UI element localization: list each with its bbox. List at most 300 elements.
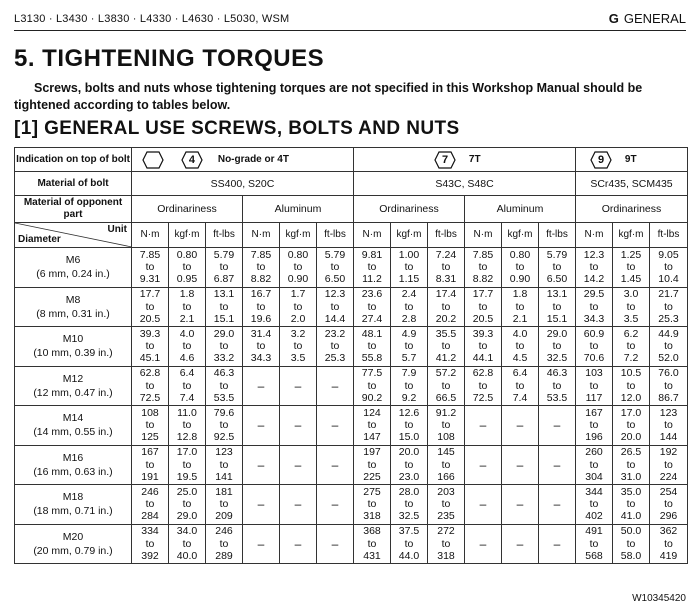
grade-7-mark-icon: 7: [434, 151, 456, 169]
to-label: to: [182, 498, 192, 511]
torque-cell: [354, 287, 391, 327]
torque-min: 46.3: [546, 367, 568, 380]
torque-cell: [132, 485, 169, 525]
torque-min: 5.79: [546, 248, 568, 261]
torque-max: 15.1: [213, 312, 235, 325]
torque-max: 296: [659, 510, 678, 523]
bolt-size: M18: [62, 491, 84, 504]
torque-min: 272: [437, 525, 455, 538]
torque-min: 4.0: [512, 327, 528, 340]
bolt-dimension: (6 mm, 0.24 in.): [36, 268, 110, 281]
torque-max: 284: [141, 510, 159, 523]
torque-max: 70.6: [583, 352, 605, 365]
to-label: to: [441, 379, 451, 392]
unit-header-cell: kgf·m: [169, 223, 206, 248]
torque-cell: [169, 248, 206, 288]
to-label: to: [664, 340, 673, 353]
torque-min: 17.7: [139, 288, 161, 301]
torque-max: 7.2: [623, 352, 639, 365]
torque-min: 145: [437, 446, 455, 459]
empty-cell: –: [243, 406, 280, 446]
grade-9-mark-icon: 9: [590, 151, 612, 169]
torque-min: 25.0: [176, 485, 198, 498]
torque-cell: [465, 248, 502, 288]
torque-cell: [650, 406, 688, 446]
torque-min: 334: [141, 525, 159, 538]
to-label: to: [219, 458, 229, 471]
empty-cell: –: [502, 406, 539, 446]
torque-min: 1.7: [290, 288, 306, 301]
torque-cell: [428, 366, 465, 406]
empty-cell: –: [317, 524, 354, 564]
torque-cell: [280, 248, 317, 288]
empty-cell: –: [539, 445, 576, 485]
torque-max: 32.5: [546, 352, 568, 365]
torque-cell: [428, 327, 465, 367]
grade-4t-indication: [132, 148, 354, 172]
torque-cell: [650, 287, 688, 327]
to-label: to: [256, 300, 266, 313]
empty-cell: –: [465, 406, 502, 446]
torque-min: 108: [141, 406, 159, 419]
torque-min: 7.85: [250, 248, 272, 261]
torque-min: 17.7: [472, 288, 494, 301]
to-label: to: [182, 340, 192, 353]
empty-cell: –: [465, 485, 502, 525]
to-label: to: [182, 458, 192, 471]
torque-min: 12.3: [583, 248, 605, 261]
to-label: to: [626, 261, 636, 274]
to-label: to: [330, 300, 340, 313]
torque-cell: [391, 287, 428, 327]
torque-cell: [354, 406, 391, 446]
torque-max: 7.4: [179, 391, 195, 404]
torque-table: [14, 147, 688, 564]
torque-min: 29.5: [583, 288, 605, 301]
torque-cell: [354, 366, 391, 406]
to-label: to: [626, 340, 636, 353]
to-label: to: [182, 300, 192, 313]
to-label: to: [441, 261, 451, 274]
to-label: to: [664, 537, 673, 550]
torque-cell: [132, 248, 169, 288]
torque-min: 10.5: [620, 367, 642, 380]
to-label: to: [293, 261, 303, 274]
torque-min: 79.6: [213, 406, 235, 419]
to-label: to: [664, 379, 673, 392]
to-label: to: [404, 379, 414, 392]
torque-max: 2.1: [179, 312, 195, 325]
to-label: to: [145, 537, 155, 550]
torque-max: 23.0: [398, 470, 420, 483]
torque-max: 25.3: [658, 312, 679, 325]
to-label: to: [182, 379, 192, 392]
unit-header-cell: N·m: [132, 223, 169, 248]
section-subtitle: [1] GENERAL USE SCREWS, BOLTS AND NUTS: [14, 118, 460, 139]
to-label: to: [664, 458, 673, 471]
torque-min: 35.5: [435, 327, 457, 340]
empty-cell: –: [502, 485, 539, 525]
torque-cell: [354, 445, 391, 485]
to-label: to: [182, 537, 192, 550]
torque-max: 14.4: [324, 312, 346, 325]
to-label: to: [404, 419, 414, 432]
torque-max: 44.0: [398, 549, 420, 562]
empty-cell: –: [317, 485, 354, 525]
unit-header-cell: ft-lbs: [428, 223, 465, 248]
torque-cell: [391, 248, 428, 288]
indication-label: Indication on top of bolt: [15, 148, 132, 172]
torque-cell: [132, 366, 169, 406]
to-label: to: [552, 300, 562, 313]
torque-max: 32.5: [398, 510, 420, 523]
torque-cell: [391, 327, 428, 367]
to-label: to: [626, 379, 636, 392]
to-label: to: [441, 340, 451, 353]
torque-max: 15.1: [546, 312, 568, 325]
torque-max: 53.5: [546, 391, 568, 404]
diameter-label: Diameter: [18, 234, 61, 245]
torque-max: 0.90: [287, 273, 309, 286]
torque-max: 20.0: [620, 431, 642, 444]
to-label: to: [626, 300, 636, 313]
bolt-dimension: (16 mm, 0.63 in.): [33, 465, 113, 478]
torque-min: 181: [215, 485, 233, 498]
torque-cell: [428, 524, 465, 564]
torque-cell: [650, 524, 688, 564]
diameter-cell: [15, 485, 132, 525]
torque-min: 5.79: [324, 248, 346, 261]
unit-header-cell: N·m: [465, 223, 502, 248]
torque-cell: [206, 327, 243, 367]
to-label: to: [367, 261, 377, 274]
torque-cell: [132, 524, 169, 564]
torque-min: 0.80: [287, 248, 309, 261]
torque-min: 4.0: [179, 327, 195, 340]
section-letter: G: [608, 11, 619, 26]
torque-cell: [428, 485, 465, 525]
empty-cell: –: [539, 524, 576, 564]
torque-cell: [243, 248, 280, 288]
torque-max: 11.2: [362, 273, 382, 286]
torque-max: 20.5: [472, 312, 494, 325]
torque-cell: [280, 327, 317, 367]
torque-cell: [539, 327, 576, 367]
to-label: to: [589, 498, 599, 511]
torque-min: 62.8: [472, 367, 494, 380]
torque-cell: [613, 445, 650, 485]
to-label: to: [589, 537, 599, 550]
torque-cell: [243, 287, 280, 327]
to-label: to: [330, 261, 340, 274]
to-label: to: [145, 498, 155, 511]
torque-max: 117: [585, 391, 603, 404]
to-label: to: [145, 419, 155, 432]
to-label: to: [404, 300, 414, 313]
torque-cell: [317, 327, 354, 367]
torque-max: 289: [215, 549, 233, 562]
torque-cell: [132, 406, 169, 446]
torque-cell: [465, 327, 502, 367]
torque-cell: [354, 524, 391, 564]
torque-max: 27.4: [361, 312, 383, 325]
diameter-cell: [15, 327, 132, 367]
unit-header-cell: N·m: [576, 223, 613, 248]
torque-min: 246: [215, 525, 233, 538]
torque-cell: [428, 445, 465, 485]
torque-cell: [206, 524, 243, 564]
diameter-cell: [15, 248, 132, 288]
diameter-cell: [15, 445, 132, 485]
empty-cell: –: [502, 524, 539, 564]
empty-cell: –: [280, 366, 317, 406]
to-label: to: [293, 300, 303, 313]
to-label: to: [441, 498, 451, 511]
torque-cell: [391, 366, 428, 406]
torque-min: 0.80: [176, 248, 198, 261]
torque-max: 402: [585, 510, 603, 523]
torque-min: 60.9: [583, 327, 605, 340]
torque-max: 19.6: [250, 312, 272, 325]
torque-cell: [169, 366, 206, 406]
grade-9t-indication: [576, 148, 688, 172]
torque-max: 8.82: [250, 273, 272, 286]
torque-max: 568: [585, 549, 603, 562]
empty-cell: –: [465, 524, 502, 564]
torque-cell: [502, 366, 539, 406]
torque-cell: [650, 485, 688, 525]
torque-max: 12.8: [176, 431, 198, 444]
unit-header-cell: ft-lbs: [206, 223, 243, 248]
to-label: to: [404, 498, 414, 511]
torque-min: 167: [585, 406, 603, 419]
torque-max: 86.7: [658, 391, 679, 404]
torque-cell: [317, 248, 354, 288]
grade-7t-label: 7T: [468, 153, 481, 165]
to-label: to: [478, 300, 488, 313]
to-label: to: [626, 458, 636, 471]
bolt-size: M20: [62, 530, 84, 543]
bolt-size: M8: [65, 293, 81, 306]
empty-cell: –: [317, 406, 354, 446]
material-bolt-4t: SS400, S20C: [132, 172, 354, 196]
torque-max: 392: [141, 549, 159, 562]
empty-cell: –: [502, 445, 539, 485]
torque-min: 203: [437, 485, 455, 498]
bolt-size: M14: [62, 412, 84, 425]
torque-min: 39.3: [472, 327, 494, 340]
torque-min: 362: [659, 525, 678, 538]
torque-max: 52.0: [658, 352, 679, 365]
to-label: to: [182, 419, 192, 432]
page-title: 5. TIGHTENING TORQUES: [14, 45, 325, 72]
empty-cell: –: [539, 485, 576, 525]
torque-min: 46.3: [213, 367, 235, 380]
unit-header-cell: N·m: [243, 223, 280, 248]
torque-cell: [613, 248, 650, 288]
torque-max: 31.0: [620, 470, 642, 483]
to-label: to: [330, 340, 340, 353]
to-label: to: [515, 340, 525, 353]
torque-cell: [539, 287, 576, 327]
table-row: [15, 445, 688, 485]
empty-cell: –: [465, 445, 502, 485]
torque-cell: [502, 248, 539, 288]
torque-min: 13.1: [546, 288, 568, 301]
opponent-9t-ordinariness: Ordinariness: [576, 196, 688, 223]
torque-max: 41.2: [435, 352, 457, 365]
unit-header-cell: ft-lbs: [539, 223, 576, 248]
torque-max: 2.1: [512, 312, 528, 325]
to-label: to: [219, 340, 229, 353]
torque-cell: [132, 287, 169, 327]
bolt-dimension: (8 mm, 0.31 in.): [36, 307, 110, 320]
torque-max: 5.7: [401, 352, 417, 365]
torque-cell: [391, 406, 428, 446]
torque-max: 209: [215, 510, 233, 523]
unit-header-cell: kgf·m: [280, 223, 317, 248]
torque-cell: [169, 287, 206, 327]
diameter-cell: [15, 366, 132, 406]
empty-cell: –: [280, 445, 317, 485]
torque-max: 1.15: [398, 273, 420, 286]
torque-cell: [206, 287, 243, 327]
bolt-dimension: (10 mm, 0.39 in.): [33, 347, 113, 360]
torque-min: 3.0: [623, 288, 639, 301]
torque-min: 17.4: [435, 288, 457, 301]
to-label: to: [219, 300, 229, 313]
bolt-dimension: (20 mm, 0.79 in.): [33, 544, 113, 557]
torque-cell: [317, 287, 354, 327]
torque-min: 0.80: [509, 248, 531, 261]
torque-max: 34.3: [583, 312, 605, 325]
empty-cell: –: [243, 366, 280, 406]
page-header: [14, 10, 686, 31]
torque-min: 1.8: [512, 288, 528, 301]
torque-min: 57.2: [435, 367, 457, 380]
torque-max: 431: [363, 549, 381, 562]
diameter-cell: [15, 287, 132, 327]
torque-cell: [428, 248, 465, 288]
to-label: to: [219, 537, 229, 550]
to-label: to: [478, 379, 488, 392]
model-list: L3130 · L3430 · L3830 · L4330 · L4630 · L5030, WSM: [14, 13, 290, 25]
torque-cell: [576, 445, 613, 485]
torque-max: 318: [363, 510, 381, 523]
intro-paragraph: Screws, bolts and nuts whose tightening torques are not specified in this Workshop Manual should be tightened according to tables below.: [14, 81, 643, 112]
torque-max: 6.50: [546, 273, 568, 286]
torque-min: 123: [215, 446, 233, 459]
torque-min: 91.2: [435, 406, 457, 419]
torque-min: 4.9: [401, 327, 417, 340]
to-label: to: [367, 300, 377, 313]
to-label: to: [478, 340, 488, 353]
material-bolt-row: [15, 172, 688, 196]
torque-cell: [206, 248, 243, 288]
torque-min: 12.6: [398, 406, 420, 419]
grade-7t-indication: [354, 148, 576, 172]
torque-max: 25.3: [324, 352, 346, 365]
torque-cell: [613, 327, 650, 367]
opponent-4t-ordinariness: Ordinariness: [132, 196, 243, 223]
torque-max: 196: [585, 431, 603, 444]
torque-max: 108: [437, 431, 455, 444]
torque-max: 41.0: [620, 510, 642, 523]
torque-cell: [280, 287, 317, 327]
empty-cell: –: [243, 445, 280, 485]
bolt-size: M10: [62, 333, 84, 346]
torque-max: 12.0: [620, 391, 642, 404]
unit-header-cell: ft-lbs: [317, 223, 354, 248]
torque-cell: [650, 248, 688, 288]
to-label: to: [589, 300, 599, 313]
torque-min: 260: [585, 446, 603, 459]
to-label: to: [441, 300, 451, 313]
torque-min: 197: [363, 446, 381, 459]
bolt-dimension: (18 mm, 0.71 in.): [33, 505, 113, 518]
bolt-size: M12: [62, 372, 84, 385]
torque-min: 254: [659, 485, 678, 498]
torque-min: 9.81: [361, 248, 383, 261]
torque-min: 9.05: [658, 248, 679, 261]
torque-max: 29.0: [176, 510, 198, 523]
torque-cell: [391, 524, 428, 564]
torque-cell: [576, 327, 613, 367]
to-label: to: [367, 537, 377, 550]
torque-min: 28.0: [398, 485, 420, 498]
torque-cell: [650, 327, 688, 367]
unit-header-cell: kgf·m: [502, 223, 539, 248]
torque-cell: [354, 327, 391, 367]
torque-max: 9.31: [139, 273, 161, 286]
torque-cell: [169, 406, 206, 446]
empty-cell: –: [317, 445, 354, 485]
torque-cell: [539, 248, 576, 288]
torque-max: 9.2: [401, 391, 417, 404]
torque-max: 4.5: [512, 352, 528, 365]
to-label: to: [515, 261, 525, 274]
torque-max: 40.0: [176, 549, 198, 562]
diameter-cell: [15, 524, 132, 564]
torque-max: 4.6: [179, 352, 195, 365]
to-label: to: [145, 261, 155, 274]
torque-cell: [206, 445, 243, 485]
torque-cell: [169, 445, 206, 485]
bolt-size: M16: [62, 451, 84, 464]
torque-max: 3.5: [623, 312, 639, 325]
torque-cell: [132, 327, 169, 367]
torque-min: 103: [585, 367, 603, 380]
torque-max: 224: [659, 470, 678, 483]
torque-min: 1.00: [398, 248, 420, 261]
grade-9t-label: 9T: [624, 153, 637, 165]
torque-max: 0.95: [176, 273, 198, 286]
torque-max: 419: [659, 549, 678, 562]
grade-4t-label: No-grade or 4T: [217, 153, 289, 165]
torque-min: 368: [363, 525, 381, 538]
to-label: to: [145, 340, 155, 353]
torque-cell: [650, 445, 688, 485]
to-label: to: [219, 419, 229, 432]
to-label: to: [367, 419, 377, 432]
grade-4-mark-icon: 4: [181, 151, 203, 169]
torque-cell: [169, 485, 206, 525]
to-label: to: [515, 300, 525, 313]
empty-cell: –: [317, 366, 354, 406]
torque-cell: [613, 485, 650, 525]
to-label: to: [552, 340, 562, 353]
torque-min: 7.24: [435, 248, 457, 261]
